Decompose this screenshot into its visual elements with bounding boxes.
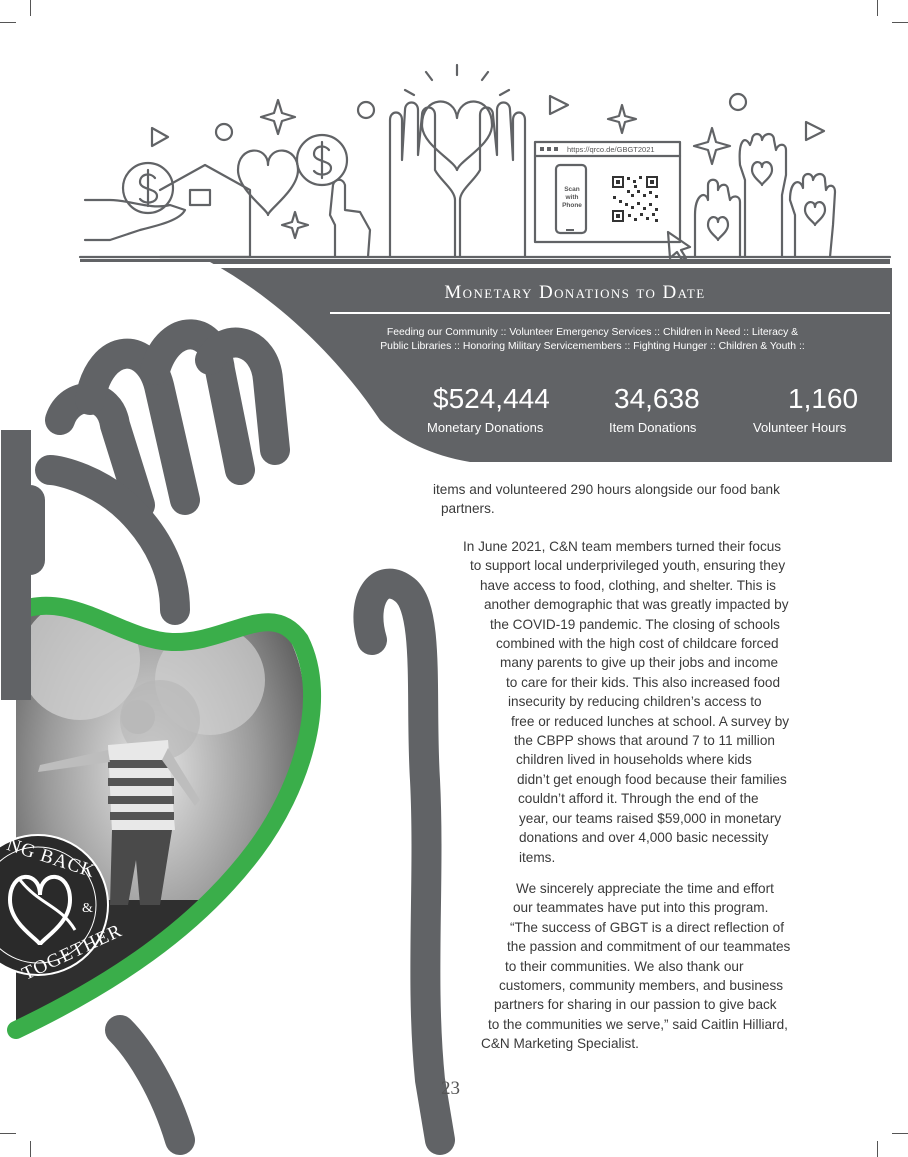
qr-code	[612, 176, 658, 222]
stat-hours-value: 1,160	[788, 383, 859, 414]
stat-items-value: 34,638	[614, 383, 700, 414]
seal-bottom-text: TOGETHER	[18, 920, 126, 985]
donation-icons	[80, 65, 890, 260]
seal-ampersand: &	[82, 901, 94, 916]
stat-monetary-label: Monetary Donations	[427, 420, 544, 435]
stat-monetary-value: $524,444	[433, 383, 550, 414]
paragraph-3: We sincerely appreciate the time and effort our teammates have put into this program. “The success of GBGT is a direct reflection of the passion and commitment of our teammates to their communities. We also thank our customers, community members, and business partners for sharing in our passion to give back to the communities we serve,” said Caitlin Hilliard, C&N Marketing Specialist.	[481, 881, 791, 1052]
paragraph-1: items and volunteered 290 hours alongside our food bank partners.	[433, 482, 780, 517]
scan-with-phone-label: Scan with Phone	[562, 186, 582, 209]
stat-items-label: Item Donations	[609, 420, 697, 435]
causes-list: Feeding our Community :: Volunteer Emergency Services :: Children in Need :: Literacy & Public Libraries :: Honoring Military Servicemembers :: Fighting Hunger :: Children & Youth ::	[380, 327, 805, 352]
banner-title: Monetary Donations to Date	[444, 282, 706, 303]
page-number: 23	[441, 1078, 460, 1099]
qr-url-text[interactable]: https://qrco.de/GBGT2021	[567, 145, 655, 154]
paragraph-2: In June 2021, C&N team members turned their focus to support local underprivileged youth, ensuring they have access to food, clothing, and shelter. This is another demographic that was greatly impacted by the COVID-19 pandemic. The closing of schools combined with the high cost of childcare forced many parents to give up their jobs and income to care for their kids. This also increased food insecurity by reducing children’s access to free or reduced lunches at school. A survey by the CBPP shows that around 7 to 11 million children lived in households where kids didn’t get enough food because their families couldn’t afford it. Through the end of the year, our teams raised $59,000 in monetary donations and over 4,000 basic necessity items.	[463, 539, 790, 865]
stat-hours-label: Volunteer Hours	[753, 420, 847, 435]
seal-top-text: NG BACK	[4, 834, 99, 883]
banner-divider	[330, 312, 890, 314]
